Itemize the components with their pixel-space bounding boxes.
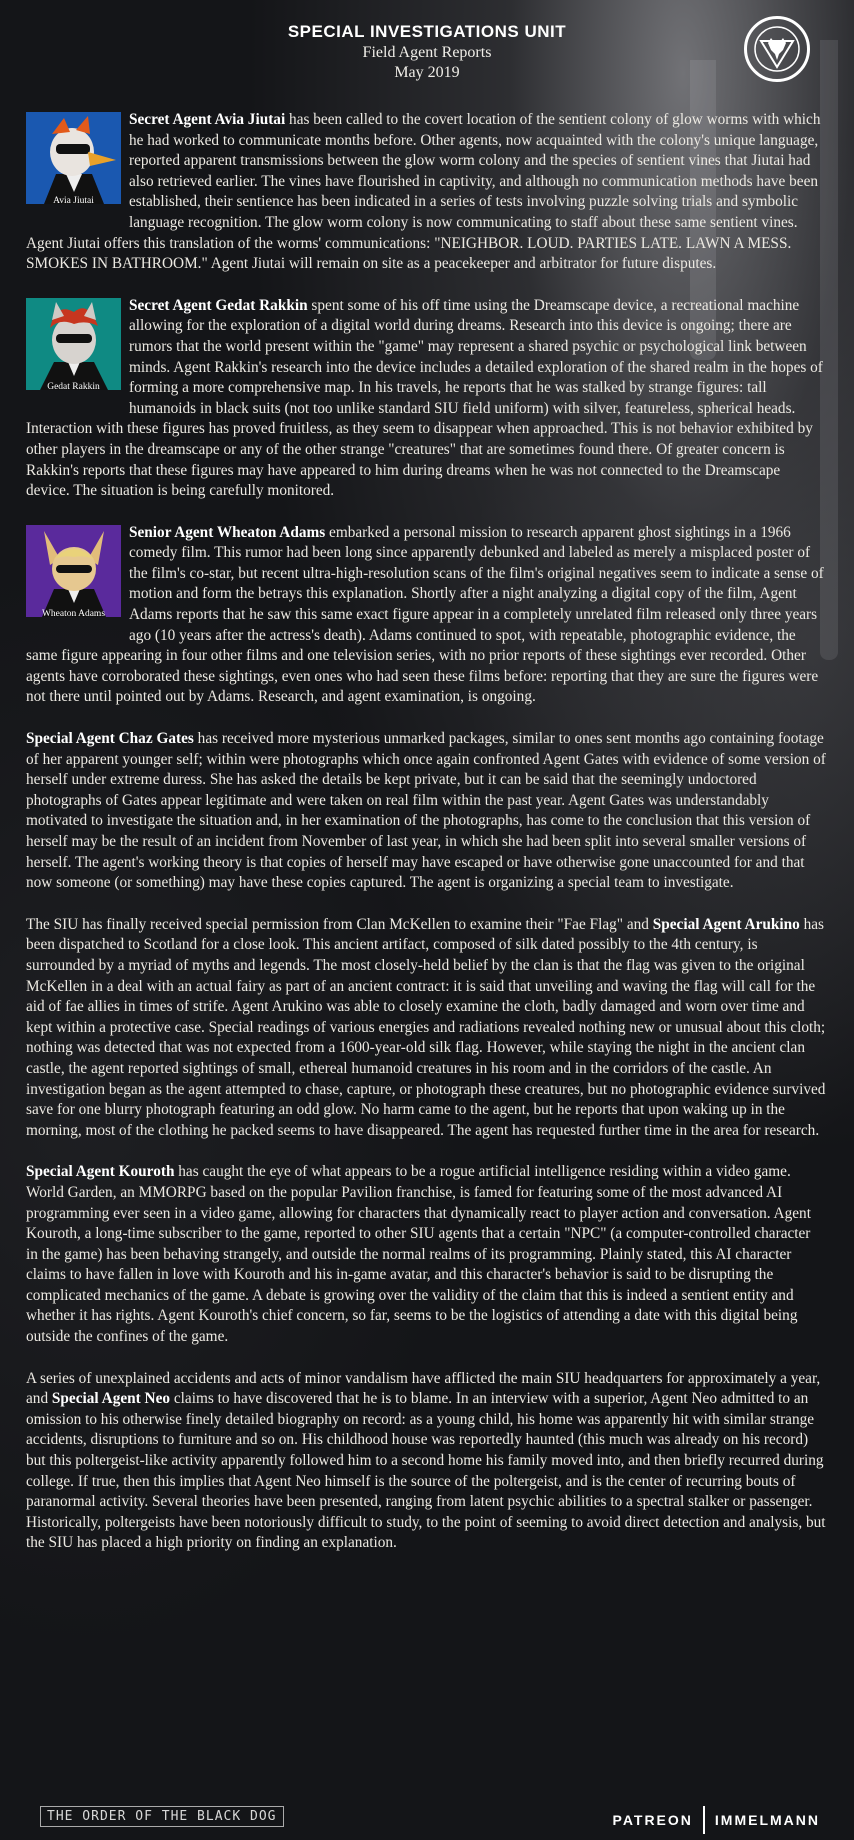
report-neo: [26, 1369, 826, 1554]
agent-name: Secret Agent Gedat Rakkin: [129, 296, 308, 314]
footer-credits: [613, 1806, 820, 1834]
agent-name: Special Agent Arukino: [652, 915, 800, 933]
report-text: has received more mysterious unmarked packages, similar to ones sent months ago containing footage of her apparent younger self; within were photographs which once again confronted Agent Gates with evidence of some version of herself under extreme duress. She has asked the details be kept private, but it can be said that the seemingly undoctored photographs of Gates appear legitimate and were taken on real film within the past year. Agent Gates was understandably motivated to investigate the situation and, in her examination of the photographs, has come to the conclusion that this version of herself may be the result of an incident from November of last year, in which she had been split into several smaller versions of herself. The agent's working theory is that copies of herself may have escaped or have otherwise gone unaccounted for and that now someone (or something) may have these copies captured. The agent is organizing a special team to investigate.: [26, 730, 826, 892]
report-text: has been called to the covert location of the sentient colony of glow worms with which he had worked to communicate months before. Other agents, now acquainted with the colony's unique language, reported apparent transmissions between the glow worm colony and the species of sentient vines that Jiutai had also retrieved earlier. The vines have flourished in captivity, and although no communication methods have been established, their sentience has been indicated in a series of tests involving puzzle solving trials and symbolic language recognition. The glow worm colony is now communicating to staff about these same sentient vines. Agent Jiutai offers this translation of the worms' communications: "NEIGHBOR. LOUD. PARTIES LATE. LAWN A MESS. SMOKES IN BATHROOM." Agent Jiutai will remain on site as a peacekeeper and arbitrator for future disputes.: [26, 111, 821, 273]
agent-name: Secret Agent Avia Jiutai: [129, 111, 286, 128]
order-of-black-dog-logo: THE ORDER OF THE BLACK DOG: [40, 1806, 284, 1827]
page-subtitle: Field Agent Reports: [362, 44, 492, 61]
portrait-avia-jiutai: [26, 112, 121, 212]
report-text: embarked a personal mission to research apparent ghost sightings in a 1966 comedy film. This rumor had been long since apparently debunked and labeled as merely a misplaced poster of the film's co-star, but recent ultra-high-resolution scans of the film's original negatives seem to indicate a sense of motion and form the betrays this explanation. Shortly after a night analyzing a digital copy of the film, Agent Adams reports that he saw this same exact figure appear in a completely unrelated film released only three years ago (10 years after the actress's death). Adams continued to spot, with repeatable, photographic evidence, the same figure appearing in four other films and one television series, with no prior reports of these sightings ever recorded. Other agents have corroborated these sightings, even ones who had seen these films before: reporting that they are sure the figures were not there until pointed out by Adams. Research, and agent examination, is ongoing.: [26, 523, 824, 706]
author-label: IMMELMANN: [714, 1812, 820, 1828]
agent-name: Special Agent Chaz Gates: [26, 730, 194, 748]
report-text: spent some of his off time using the Dreamscape device, a recreational machine allowing for the exploration of a digital world during dreams. Research into this device is ongoing; there are rumors that the world present within the "game" may represent a shared psychic or psychological link between minds. Agent Rakkin's research into the device includes a detailed exploration of the shared realm in the hopes of forming a more comprehensive map. In his travels, he reports that he was stalked by strange figures: tall humanoids in black suits (not too unlike standard SIU field uniform) with silver, featureless, spherical heads. Interaction with these figures has proved fruitless, as they seem to disappear when approached. This is not behavior exhibited by other players in the dreamscape or any of the other strange "creatures" that are sometimes found there. Of greater concern is Rakkin's reports that these figures may have appeared to him during dreams when he was not connected to the Dreamscape device. The situation is being carefully monitored.: [26, 296, 823, 500]
portrait-gedat-rakkin: [26, 298, 121, 398]
portrait-wheaton-adams: [26, 525, 121, 625]
report-gedat-rakkin: [26, 296, 826, 502]
agent-name: Senior Agent Wheaton Adams: [129, 523, 326, 541]
portrait-caption: Avia Jiutai: [53, 196, 94, 206]
report-text: has been dispatched to Scotland for a close look. This ancient artifact, composed of silk dated possibly to the 4th century, is surrounded by a myriad of myths and legends. The most closely-held belief by the clan is that the flag was given to the original McKellen in a deal with an actual fairy as part of an ancient contract: it is said that unveiling and waving the flag will call for the aid of fae allies in times of strife. Agent Arukino was able to closely examine the cloth, badly damaged and worn over time and kept within a protective case. Special readings of various energies and radiations revealed nothing new or unusual about this cloth; nothing was detected that was not expected from a 1600-year-old silk flag. However, while staying the night in the ancient clan castle, the agent reported sightings of small, ethereal humanoid creatures in his room and in the corridors of the castle. An investigation began as the agent attempted to chase, capture, or photograph these creatures, but no photographic evidence survived save for one blurry photograph featuring an odd glow. No harm came to the agent, but he reports that upon waking up in the morning, most of the clothing he packed seems to have disappeared. The agent has requested further time in the area for research.: [26, 915, 826, 1139]
report-intro: A series of unexplained accidents and acts of minor vandalism have afflicted the main SIU headquarters for approximately a year, and: [26, 1369, 821, 1408]
reports-list: [26, 110, 826, 1575]
portrait-caption: Wheaton Adams: [41, 608, 106, 619]
report-kouroth: [26, 1162, 826, 1347]
report-avia-jiutai: [26, 110, 826, 275]
report-arukino: [26, 915, 826, 1142]
page-date: May 2019: [394, 64, 460, 81]
report-chaz-gates: [26, 729, 826, 894]
portrait-caption: Gedat Rakkin: [47, 381, 100, 392]
patreon-label: PATREON: [612, 1812, 693, 1828]
footer-divider: [703, 1806, 705, 1834]
page-title: SPECIAL INVESTIGATIONS UNIT: [287, 22, 567, 41]
report-text: has caught the eye of what appears to be a rogue artificial intelligence residing within a video game. World Garden, an MMORPG based on the popular Pavilion franchise, is famed for featuring some of the most advanced AI programming ever seen in a video game, allowing for characters that dynamically react to player action and conversation. Agent Kouroth, a long-time subscriber to the game, reported to other SIU agents that a certain "NPC" (a computer-controlled character in the game) has been behaving strangely, and outside the normal realms of its programming. Plainly stated, this AI character claims to have fallen in love with Kouroth and his in-game avatar, and this character's behavior is said to be disrupting the complicated mechanics of the game. A debate is growing over the validity of the claim that this is indeed a sentient entity and whether it has rights. Agent Kouroth's chief concern, so far, seems to be the logistics of attending a date with this digital being outside the confines of the game.: [26, 1163, 811, 1346]
report-wheaton-adams: [26, 523, 826, 708]
report-intro: The SIU has finally received special permission from Clan McKellen to examine their "Fae Flag" and: [26, 915, 653, 933]
page-header: [0, 22, 854, 82]
siu-dog-seal-icon: [744, 16, 810, 82]
report-text: claims to have discovered that he is to blame. In an interview with a superior, Agent Neo admitted to an omission to his otherwise finely detailed biography on record: as a young child, his home was apparently hit with similar strange accidents, disruptions to furniture and so on. His childhood house was reportedly haunted (this much was already on his record) but this poltergeist-like activity apparently followed him to a second home his family moved into, and then briefly recurred during college. If true, then this implies that Agent Neo himself is the source of the poltergeist, and is the center of recurring bouts of paranormal activity. Several theories have been presented, ranging from latent psychic abilities to a spectral stalker or passenger. Historically, poltergeists have been notoriously difficult to study, to the point of seeming to avoid direct detection and analysis, but the SIU has placed a high priority on finding an explanation.: [26, 1390, 826, 1552]
agent-name: Special Agent Neo: [51, 1390, 171, 1408]
agent-name: Special Agent Kouroth: [26, 1163, 175, 1181]
